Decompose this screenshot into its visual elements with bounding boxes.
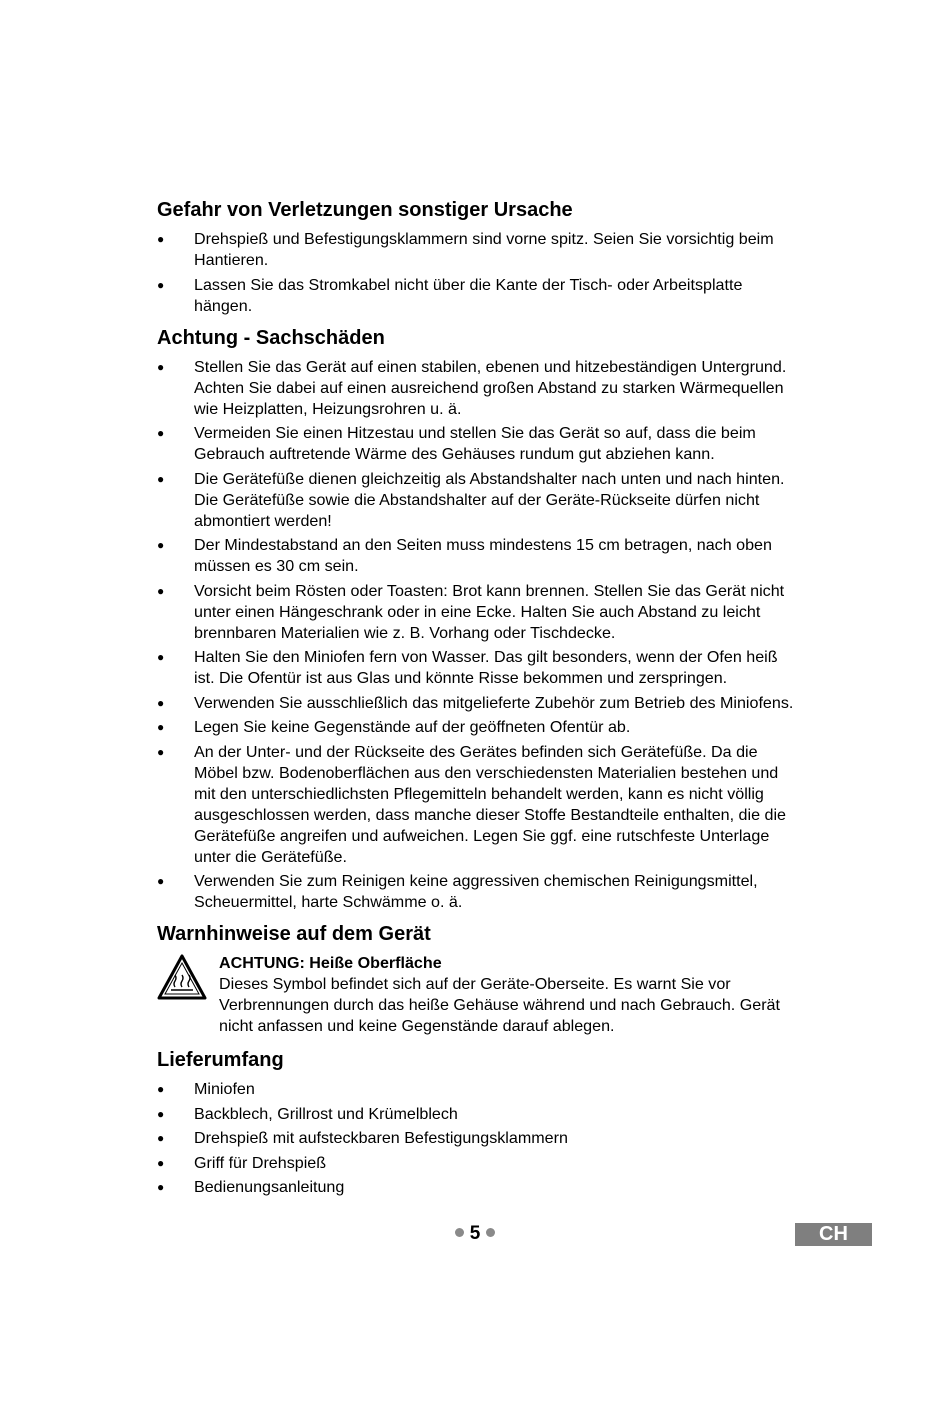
list-item: ● Vorsicht beim Rösten oder Toasten: Brot kann brennen. Stellen Sie das Gerät nicht unter einen Hängeschrank oder in eine Ecke. Halten Sie auch Abstand zu leicht brennbaren Materialien wie z. B. Vorhang oder Tischdecke. (157, 581, 785, 642)
list-item: ● Drehspieß mit aufsteckbaren Befestigungsklammern (157, 1129, 568, 1147)
list-item: ● Die Gerätefüße dienen gleichzeitig als Abstandshalter nach unten und nach hinten. Die Gerätefüße sowie die Abstandshalter auf der Geräte-Rückseite dürfen nicht abmontiert werden! (157, 469, 785, 530)
list-item: ● Miniofen (157, 1080, 255, 1098)
bullet-icon: ● (157, 874, 165, 888)
bullet-icon: ● (157, 359, 165, 374)
list-item: ● Vermeiden Sie einen Hitzestau und stellen Sie das Gerät so auf, dass die beim Gebrauch auftretende Wärme des Gehäuses rundum gut abziehen kann. (157, 424, 756, 463)
bullet-icon: ● (157, 695, 165, 710)
bullet-icon: ● (157, 538, 165, 552)
page-footer (0, 1222, 950, 1248)
bullet-icon: ● (157, 232, 165, 246)
language-badge: CH (795, 1223, 872, 1246)
section-heading-injury: Gefahr von Verletzungen sonstiger Ursache (157, 199, 573, 221)
list-item: ● Verwenden Sie zum Reinigen keine aggressiven chemischen Reinigungsmittel, Scheuermittel, harte Schwämme o. ä. (157, 872, 758, 911)
list-item: ● Griff für Drehspieß (157, 1153, 327, 1172)
list-item: ● Verwenden Sie ausschließlich das mitgelieferte Zubehör zum Betrieb des Miniofens. (157, 693, 794, 712)
bullet-icon: ● (157, 650, 165, 664)
page-number: 5 (440, 1222, 510, 1246)
bullet-icon: ● (157, 744, 165, 759)
bullet-icon: ● (157, 277, 165, 292)
bullet-icon: ● (157, 1131, 165, 1145)
list-item: ● Legen Sie keine Gegenstände auf der geöffneten Ofentür ab. (157, 718, 631, 736)
list-item: ● Drehspieß und Befestigungsklammern sind vorne spitz. Seien Sie vorsichtig beim Hantieren. (157, 230, 774, 269)
damage-list (157, 357, 802, 914)
hot-surface-warning-icon (157, 954, 207, 1000)
warning-text: Dieses Symbol befindet sich auf der Geräte-Oberseite. Es warnt Sie vor Verbrennungen durch das heiße Gehäuse während und nach Gebrauch. Gerät nicht anfassen und keine Gegenstände darauf ablegen. (219, 975, 780, 1035)
bullet-icon: ● (157, 1180, 165, 1194)
section-heading-damage: Achtung - Sachschäden (157, 326, 385, 349)
bullet-icon: ● (157, 471, 165, 486)
bullet-icon: ● (157, 583, 165, 598)
list-item: ● Backblech, Grillrost und Krümelblech (157, 1104, 458, 1123)
list-item: ● An der Unter- und der Rückseite des Gerätes befinden sich Gerätefüße. Da die Möbel bzw. Bodenoberflächen aus den verschiedensten Materialien bestehen und mit den unterschiedlichsten Pflegemitteln behandelt werden, kann es nicht völlig ausgeschlossen werden, dass manche dieser Stoffe Bestandteile enthalten, die die Gerätefüße angreifen und aufweichen. Legen Sie ggf. eine rutschfeste Unterlage unter die Gerätefüße. (157, 742, 786, 866)
list-item: ● Stellen Sie das Gerät auf einen stabilen, ebenen und hitzebeständigen Untergrund. Achten Sie dabei auf einen ausreichend großen Abstand zu starken Wärmequellen wie Heizplatten, Heizungsrohren u. ä. (157, 357, 787, 418)
bullet-icon: ● (157, 1082, 165, 1096)
dot-icon (486, 1228, 495, 1237)
bullet-icon: ● (157, 1106, 165, 1121)
hot-surface-warning (157, 953, 802, 1037)
list-item: ● Halten Sie den Miniofen fern von Wasser. Das gilt besonders, wenn der Ofen heiß ist. Die Ofentür ist aus Glas und könnte Risse bekommen und zerspringen. (157, 648, 778, 687)
injury-list (157, 229, 802, 317)
warning-title: ACHTUNG: Heiße Oberfläche (219, 954, 442, 972)
section-heading-delivery: Lieferumfang (157, 1049, 284, 1071)
list-item: ● Bedienungsanleitung (157, 1178, 345, 1196)
dot-icon (455, 1228, 464, 1237)
section-heading-warnings: Warnhinweise auf dem Gerät (157, 923, 431, 945)
bullet-icon: ● (157, 1155, 165, 1170)
page-content (157, 197, 802, 1206)
list-item: ● Der Mindestabstand an den Seiten muss mindestens 15 cm betragen, nach oben müssen es 30 cm sein. (157, 536, 772, 575)
delivery-list (157, 1079, 802, 1198)
list-item: ● Lassen Sie das Stromkabel nicht über die Kante der Tisch- oder Arbeitsplatte hängen. (157, 275, 743, 315)
bullet-icon: ● (157, 426, 165, 440)
bullet-icon: ● (157, 720, 165, 734)
